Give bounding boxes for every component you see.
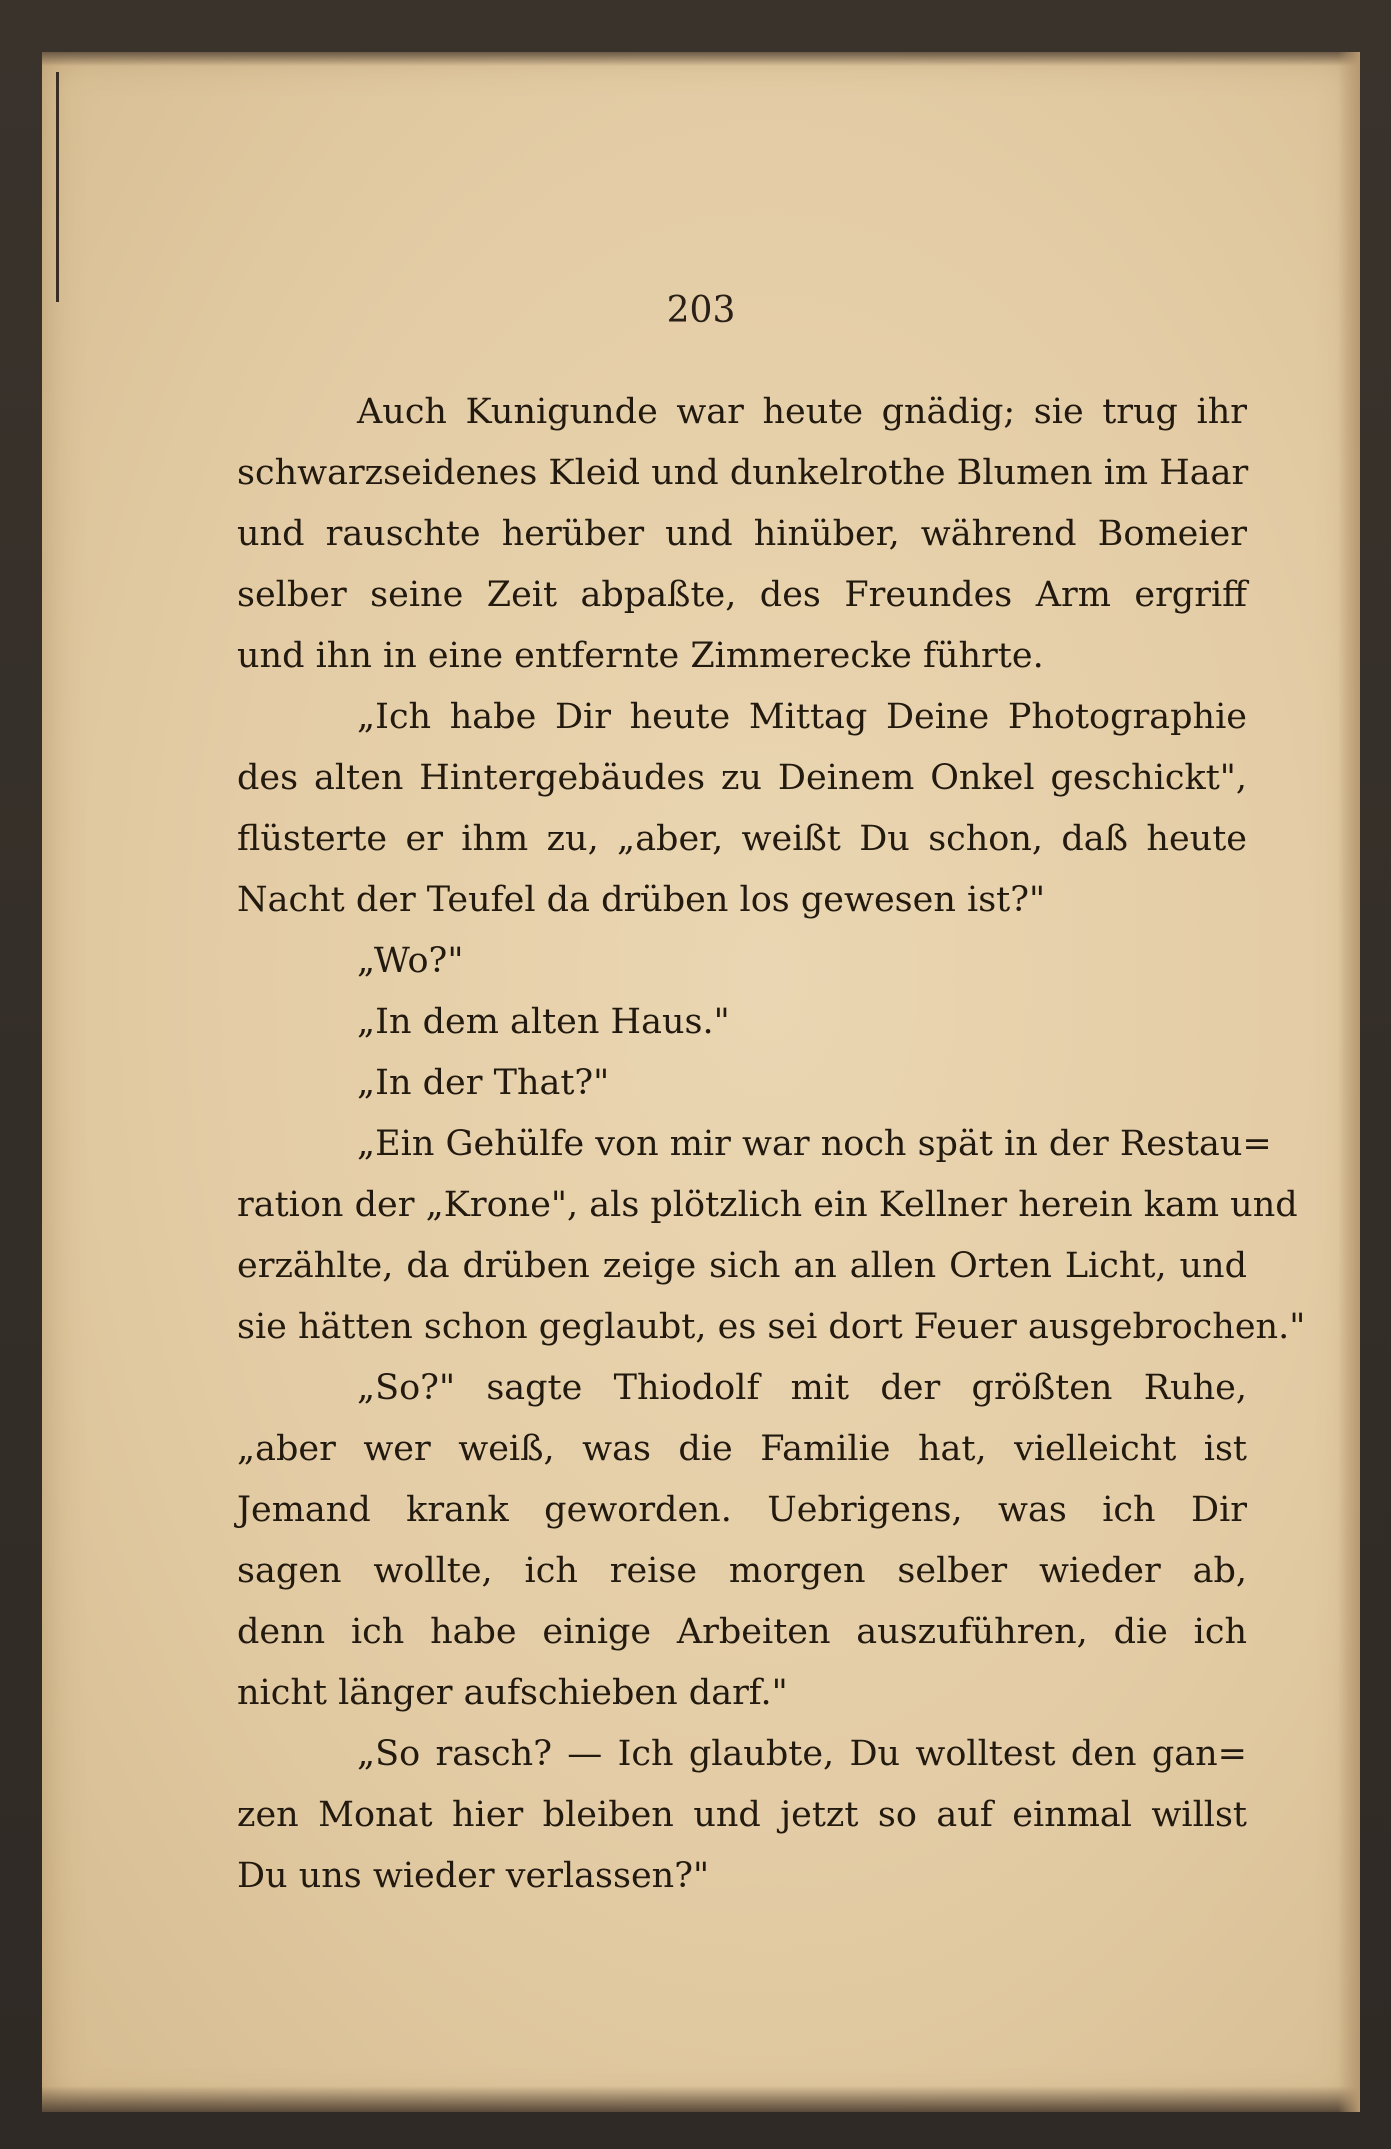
text-line: Jemand krank geworden. Uebrigens, was ich Dir <box>237 1490 1247 1530</box>
text-line: „In der That?" <box>357 1063 610 1103</box>
text-line: Nacht der Teufel da drüben los gewesen ist?" <box>237 880 1046 920</box>
text-line: „In dem alten Haus." <box>357 1002 730 1042</box>
binding-mark <box>56 72 59 302</box>
page-number: 203 <box>666 290 736 331</box>
text-line: nicht länger aufschieben darf." <box>237 1673 788 1713</box>
page-edge-right <box>1338 52 1360 2112</box>
text-line: schwarzseidenes Kleid und dunkelrothe Blumen im Haar <box>237 453 1249 493</box>
text-line: Du uns wieder verlassen?" <box>237 1856 710 1896</box>
text-line: „So rasch? — Ich glaubte, Du wolltest den gan= <box>357 1734 1247 1774</box>
text-line: „Ich habe Dir heute Mittag Deine Photographie <box>357 697 1247 737</box>
text-line: denn ich habe einige Arbeiten auszuführen, die ich <box>237 1612 1247 1652</box>
text-line: „Wo?" <box>357 941 464 981</box>
text-line: „aber wer weiß, was die Familie hat, vielleicht ist <box>237 1429 1247 1469</box>
body-text <box>237 382 1306 1907</box>
book-page <box>42 52 1360 2112</box>
text-line: und rauschte herüber und hinüber, während Bomeier <box>237 514 1247 554</box>
text-line: erzählte, da drüben zeige sich an allen Orten Licht, und <box>237 1246 1247 1286</box>
text-line: und ihn in eine entfernte Zimmerecke führte. <box>237 636 1044 676</box>
text-line: „Ein Gehülfe von mir war noch spät in der Restau= <box>357 1124 1272 1164</box>
text-line: sie hätten schon geglaubt, es sei dort Feuer ausgebrochen." <box>237 1307 1306 1347</box>
text-line: des alten Hintergebäudes zu Deinem Onkel geschickt", <box>237 758 1247 798</box>
page-edge-bottom <box>42 2086 1360 2112</box>
text-line: Auch Kunigunde war heute gnädig; sie trug ihr <box>357 392 1247 432</box>
text-line: selber seine Zeit abpaßte, des Freundes Arm ergriff <box>237 575 1247 615</box>
text-line: ration der „Krone", als plötzlich ein Kellner herein kam und <box>237 1185 1298 1225</box>
text-line: sagen wollte, ich reise morgen selber wieder ab, <box>237 1551 1247 1591</box>
page-edge-top <box>42 52 1360 66</box>
text-line: „So?" sagte Thiodolf mit der größten Ruhe, <box>357 1368 1247 1408</box>
text-line: zen Monat hier bleiben und jetzt so auf einmal willst <box>237 1795 1247 1835</box>
text-line: flüsterte er ihm zu, „aber, weißt Du schon, daß heute <box>237 819 1247 859</box>
